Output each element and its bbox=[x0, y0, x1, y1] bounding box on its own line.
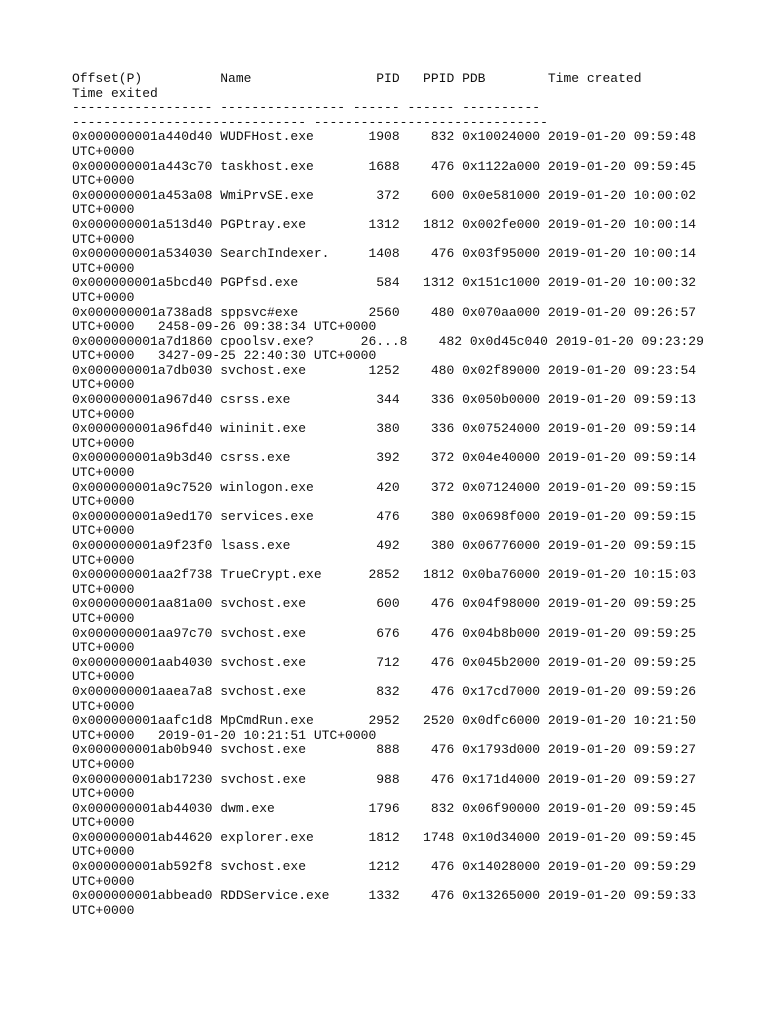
process-row-continuation: UTC+0000 bbox=[72, 844, 135, 860]
process-row-continuation: UTC+0000 bbox=[72, 202, 135, 218]
process-table-body bbox=[72, 130, 712, 918]
process-row-continuation: UTC+0000 bbox=[72, 786, 135, 802]
process-row: 0x000000001a513d40 PGPtray.exe 1312 1812 0x002fe000 2019-01-20 10:00:14 bbox=[72, 216, 697, 232]
process-row: 0x000000001a443c70 taskhost.exe 1688 476 0x1122a000 2019-01-20 09:59:45 bbox=[72, 158, 697, 174]
process-row: 0x000000001aa2f738 TrueCrypt.exe 2852 1812 0x0ba76000 2019-01-20 10:15:03 bbox=[72, 567, 697, 583]
table-separator: ------------------ ---------------- ------ ------ ---------- bbox=[72, 100, 541, 116]
process-row: 0x000000001a9c7520 winlogon.exe 420 372 0x07124000 2019-01-20 09:59:15 bbox=[72, 479, 697, 495]
process-row-continuation: UTC+0000 bbox=[72, 406, 135, 422]
process-row: 0x000000001aa81a00 svchost.exe 600 476 0x04f98000 2019-01-20 09:59:25 bbox=[72, 596, 697, 612]
process-row-continuation: UTC+0000 2019-01-20 10:21:51 UTC+0000 bbox=[72, 727, 377, 743]
process-row: 0x000000001aafc1d8 MpCmdRun.exe 2952 2520 0x0dfc6000 2019-01-20 10:21:50 bbox=[72, 713, 697, 729]
process-row: 0x000000001a967d40 csrss.exe 344 336 0x050b0000 2019-01-20 09:59:13 bbox=[72, 392, 697, 408]
process-row-continuation: UTC+0000 bbox=[72, 289, 135, 305]
process-row: 0x000000001a453a08 WmiPrvSE.exe 372 600 0x0e581000 2019-01-20 10:00:02 bbox=[72, 187, 697, 203]
process-row-continuation: UTC+0000 bbox=[72, 698, 135, 714]
process-row-continuation: UTC+0000 bbox=[72, 756, 135, 772]
process-row: 0x000000001a7db030 svchost.exe 1252 480 0x02f89000 2019-01-20 09:23:54 bbox=[72, 362, 697, 378]
process-row: 0x000000001a738ad8 sppsvc#exe 2560 480 0x070aa000 2019-01-20 09:26:57 bbox=[72, 304, 697, 320]
process-row: 0x000000001a9ed170 services.exe 476 380 0x0698f000 2019-01-20 09:59:15 bbox=[72, 508, 697, 524]
process-row: 0x000000001a7d1860 cpoolsv.exe? 26...8 482 0x0d45c040 2019-01-20 09:23:29 bbox=[72, 333, 704, 349]
process-row: 0x000000001a534030 SearchIndexer. 1408 476 0x03f95000 2019-01-20 10:00:14 bbox=[72, 246, 697, 262]
process-row-continuation: UTC+0000 bbox=[72, 494, 135, 510]
process-row: 0x000000001aab4030 svchost.exe 712 476 0x045b2000 2019-01-20 09:59:25 bbox=[72, 654, 697, 670]
process-row-continuation: UTC+0000 bbox=[72, 610, 135, 626]
process-row-continuation: UTC+0000 bbox=[72, 377, 135, 393]
process-row-continuation: UTC+0000 bbox=[72, 873, 135, 889]
process-row: 0x000000001ab44030 dwm.exe 1796 832 0x06f90000 2019-01-20 09:59:45 bbox=[72, 800, 697, 816]
process-row-continuation: UTC+0000 bbox=[72, 640, 135, 656]
process-row: 0x000000001aaea7a8 svchost.exe 832 476 0x17cd7000 2019-01-20 09:59:26 bbox=[72, 683, 697, 699]
process-row: 0x000000001ab0b940 svchost.exe 888 476 0x1793d000 2019-01-20 09:59:27 bbox=[72, 742, 697, 758]
process-row: 0x000000001a9f23f0 lsass.exe 492 380 0x06776000 2019-01-20 09:59:15 bbox=[72, 538, 697, 553]
process-row-continuation: UTC+0000 3427-09-25 22:40:30 UTC+0000 bbox=[72, 348, 377, 364]
process-row: 0x000000001a440d40 WUDFHost.exe 1908 832 0x10024000 2019-01-20 09:59:48 bbox=[72, 129, 697, 145]
process-row: 0x000000001ab44620 explorer.exe 1812 1748 0x10d34000 2019-01-20 09:59:45 bbox=[72, 829, 697, 845]
process-row-continuation: UTC+0000 bbox=[72, 581, 135, 597]
process-row-continuation: UTC+0000 bbox=[72, 465, 135, 481]
process-row-continuation: UTC+0000 bbox=[72, 669, 135, 685]
process-row: 0x000000001a96fd40 wininit.exe 380 336 0x07524000 2019-01-20 09:59:14 bbox=[72, 421, 697, 437]
table-header: Offset(P) Name PID PPID PDB Time created bbox=[72, 71, 642, 86]
process-row-continuation: UTC+0000 bbox=[72, 435, 135, 451]
table-header-continuation: Time exited bbox=[72, 85, 158, 101]
process-row: 0x000000001a9b3d40 csrss.exe 392 372 0x04e40000 2019-01-20 09:59:14 bbox=[72, 450, 697, 466]
process-row-continuation: UTC+0000 bbox=[72, 143, 135, 159]
process-row-continuation: UTC+0000 2458-09-26 09:38:34 UTC+0000 bbox=[72, 319, 377, 335]
process-row-continuation: UTC+0000 bbox=[72, 523, 135, 539]
document-page bbox=[72, 72, 712, 918]
process-row-continuation: UTC+0000 bbox=[72, 260, 135, 276]
process-row-continuation: UTC+0000 bbox=[72, 902, 135, 918]
process-row-continuation: UTC+0000 bbox=[72, 231, 135, 247]
process-row: 0x000000001ab592f8 svchost.exe 1212 476 0x14028000 2019-01-20 09:59:29 bbox=[72, 859, 697, 875]
process-row: 0x000000001ab17230 svchost.exe 988 476 0x171d4000 2019-01-20 09:59:27 bbox=[72, 771, 697, 787]
table-separator-continuation: ------------------------------ ------------------------------ bbox=[72, 114, 548, 130]
process-row: 0x000000001abbead0 RDDService.exe 1332 476 0x13265000 2019-01-20 09:59:33 bbox=[72, 888, 697, 904]
process-row-continuation: UTC+0000 bbox=[72, 552, 135, 568]
process-row-continuation: UTC+0000 bbox=[72, 815, 135, 831]
process-row: 0x000000001a5bcd40 PGPfsd.exe 584 1312 0x151c1000 2019-01-20 10:00:32 bbox=[72, 275, 697, 291]
process-row-continuation: UTC+0000 bbox=[72, 173, 135, 189]
process-row: 0x000000001aa97c70 svchost.exe 676 476 0x04b8b000 2019-01-20 09:59:25 bbox=[72, 625, 697, 641]
